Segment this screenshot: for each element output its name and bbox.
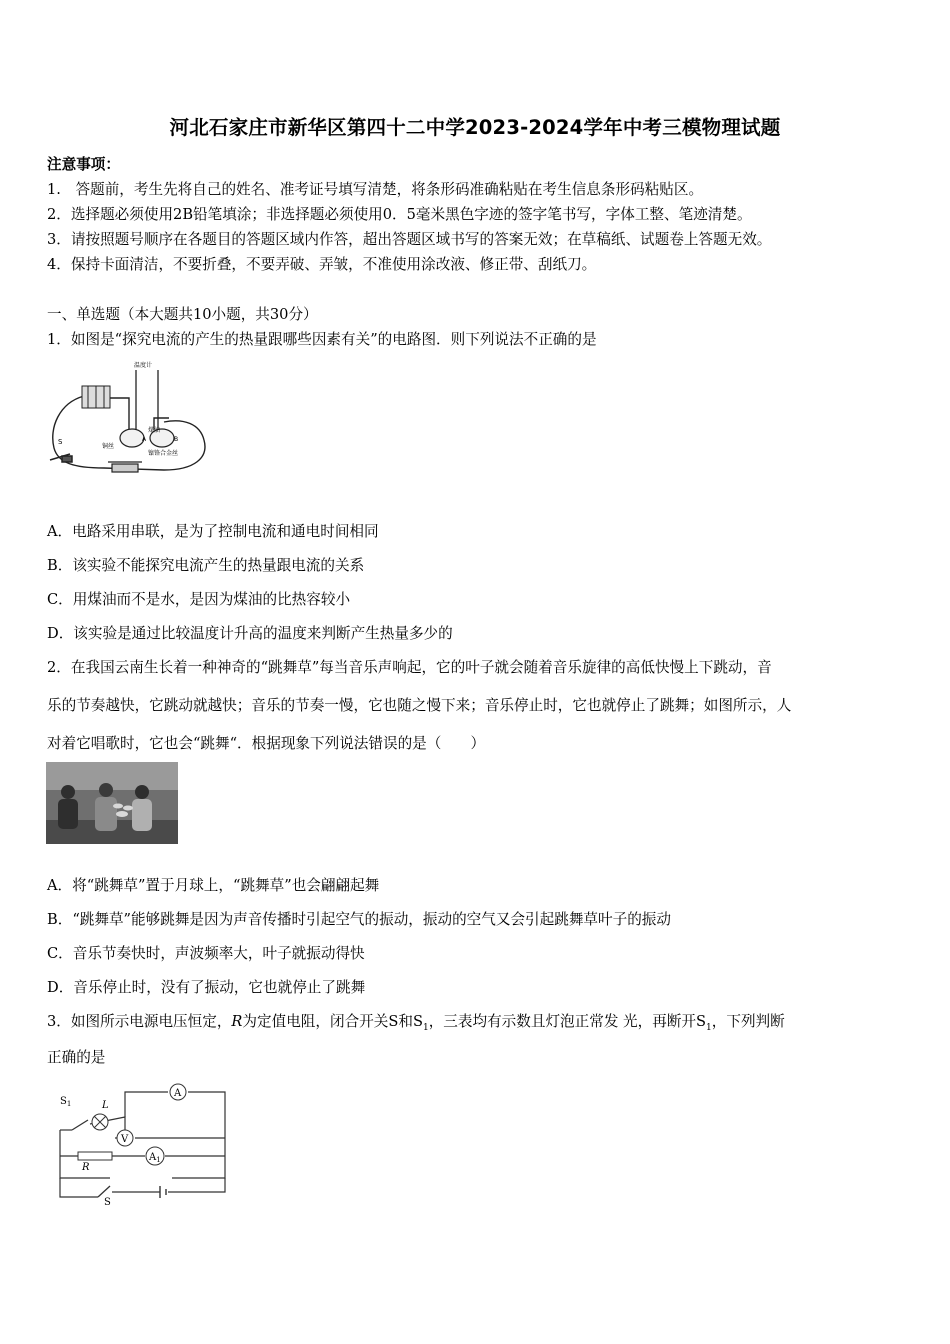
question-3-stem-line <box>47 1010 785 1033</box>
variable-r: R <box>231 1013 243 1030</box>
switch-label: S <box>58 438 63 446</box>
circuit-wires <box>60 1092 225 1197</box>
question-2-stem-line: 对着它唱歌时，它也会“跳舞“．根据现象下列说法错误的是（ ） <box>47 735 486 752</box>
question-1-option-d <box>47 622 453 643</box>
question-2-option-d <box>47 976 365 997</box>
notice-item: 1. 答题前，考生先将自己的姓名、准考证号填写清楚，将条形码准确粘贴在考生信息条形码粘贴区。 <box>47 181 704 198</box>
question-2-photo <box>46 762 178 844</box>
resistor-icon <box>78 1152 112 1160</box>
stem-text: 为定值电阻，闭合开关S和S <box>242 1013 423 1030</box>
subscript: 1 <box>422 1022 429 1033</box>
option-text: C．音乐节奏快时，声波频率大，叶子就振动得快 <box>47 945 365 962</box>
stem-text: ，三表均有示数且灯泡正常发 光，再断开S <box>428 1013 707 1030</box>
a1-letter: A <box>149 1152 157 1163</box>
notice-item: 2．选择题必须使用2B铅笔填涂；非选择题必须使用0．5毫米黑色字迹的签字笔书写，字体工整、笔迹清楚。 <box>47 206 752 223</box>
notice-heading: 注意事项： <box>47 156 120 173</box>
a1-subscript: 1 <box>156 1156 161 1164</box>
battery-icon <box>160 1186 166 1198</box>
stem-text: 3．如图所示电源电压恒定， <box>47 1013 232 1030</box>
s-label: S <box>104 1197 111 1207</box>
person-icon <box>58 783 152 831</box>
stem-text: ，下列判断 <box>711 1013 785 1030</box>
question-2-option-a <box>47 874 379 895</box>
option-text: D．音乐停止时，没有了振动，它也就停止了跳舞 <box>47 979 366 996</box>
question-1-figure <box>44 358 219 483</box>
voltmeter-label: V <box>121 1134 129 1145</box>
switch-icon <box>50 454 72 462</box>
resistor-label: R <box>82 1162 90 1173</box>
option-text: C．用煤油而不是水，是因为煤油的比热容较小 <box>47 591 351 608</box>
question-1-option-a <box>47 520 379 541</box>
kerosene-label: 煤油 <box>148 427 161 434</box>
label-b: B <box>174 436 179 443</box>
switch-s1-icon <box>72 1120 88 1130</box>
question-3-stem-line: 正确的是 <box>47 1049 106 1066</box>
section-heading: 一、单选题（本大题共10小题，共30分） <box>47 306 318 323</box>
notice-item: 4．保持卡面清洁，不要折叠，不要弄破、弄皱，不准使用涂改液、修正带、刮纸刀。 <box>47 256 597 273</box>
subscript: 1 <box>706 1022 712 1033</box>
question-1-option-b <box>47 554 364 575</box>
question-2-option-b <box>47 908 671 929</box>
question-1-option-c <box>47 588 350 609</box>
s1-label <box>60 1096 71 1108</box>
battery-icon <box>82 386 110 408</box>
nichrome-label: 镍铬合金丝 <box>148 450 179 457</box>
option-text: A．电路采用串联，是为了控制电流和通电时间相同 <box>47 523 379 540</box>
copper-label: 铜丝 <box>102 443 115 450</box>
option-text: B．该实验不能探究电流产生的热量跟电流的关系 <box>47 557 365 574</box>
page-title: 河北石家庄市新华区第四十二中学2023-2024学年中考三模物理试题 <box>169 116 781 139</box>
rheostat-icon <box>108 462 142 472</box>
s1-letter: S <box>60 1096 67 1107</box>
lamp-label: L <box>102 1100 109 1111</box>
question-3-figure <box>50 1082 240 1207</box>
question-2-option-c <box>47 942 365 963</box>
question-1-stem: 1．如图是“探究电流的产生的热量跟哪些因素有关”的电路图．则下列说法不正确的是 <box>47 331 597 348</box>
s1-subscript: 1 <box>66 1100 72 1108</box>
label-a: A <box>142 436 147 443</box>
question-2-stem-line: 乐的节奏越快，它跳动就越快；音乐的节奏一慢，它也随之慢下来；音乐停止时，它也就停止了跳舞；如图所示，人 <box>47 697 792 714</box>
question-2-stem-line: 2．在我国云南生长着一种神奇的“跳舞草”每当音乐声响起，它的叶子就会随着音乐旋律的高低快慢上下跳动，音 <box>47 659 772 676</box>
option-text: A．将“跳舞草”置于月球上，“跳舞草”也会翩翩起舞 <box>47 877 380 894</box>
thermometer-label: 温度计 <box>134 362 153 369</box>
notice-item: 3．请按照题号顺序在各题目的答题区域内作答，超出答题区域书写的答案无效；在草稿纸、试题卷上答题无效。 <box>47 231 772 248</box>
option-text: D．该实验是通过比较温度计升高的温度来判断产生热量多少的 <box>47 625 453 642</box>
flask-icon <box>120 429 174 447</box>
ammeter-label: A <box>174 1088 182 1099</box>
switch-s-icon <box>98 1186 110 1197</box>
option-text: B．“跳舞草”能够跳舞是因为声音传播时引起空气的振动，振动的空气又会引起跳舞草叶子的振动 <box>47 911 671 928</box>
